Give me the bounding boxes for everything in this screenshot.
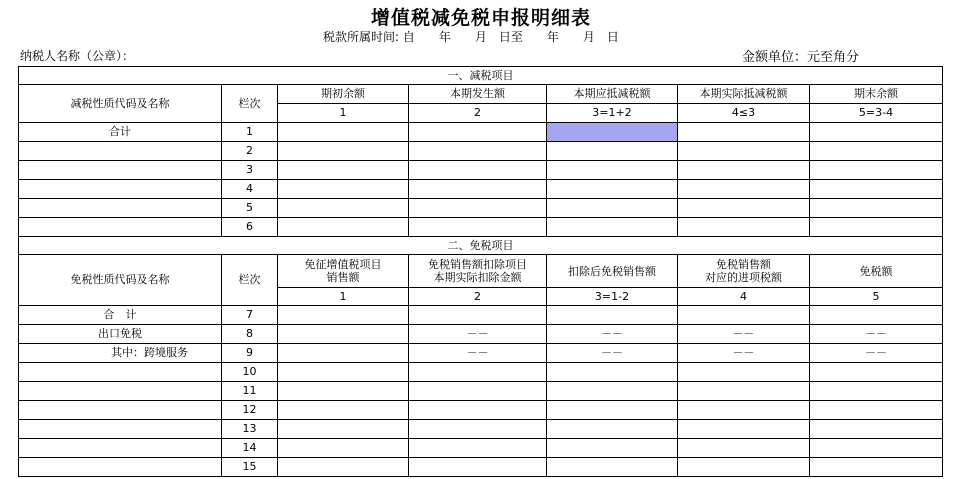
reduction-col2-cell[interactable] (409, 142, 547, 161)
exemption-row-name: 其中：跨境服务 (19, 344, 222, 363)
reduction-row-name: 合计 (19, 123, 222, 142)
page-title: 增值税减免税申报明细表 (370, 7, 591, 29)
exemption-col3-cell[interactable] (547, 420, 678, 439)
reduction-col1-cell[interactable] (278, 123, 409, 142)
reduction-col4-cell[interactable] (678, 161, 810, 180)
exemption-col2-cell[interactable]: －－ (409, 344, 547, 363)
exemption-col3-cell[interactable] (547, 363, 678, 382)
reduction-col5-cell[interactable] (810, 218, 943, 237)
reduction-col3-cell[interactable] (547, 218, 678, 237)
exemption-col1-cell[interactable] (278, 325, 409, 344)
reduction-row-line: 6 (222, 218, 278, 237)
exemption-name-header: 免税性质代码及名称 (19, 255, 222, 306)
exemption-row-name (19, 439, 222, 458)
reduction-formula: 4≤3 (678, 104, 810, 123)
table-row (19, 161, 943, 180)
exemption-col5-cell[interactable] (810, 382, 943, 401)
reduction-col4-cell[interactable] (678, 142, 810, 161)
section-2-title: 二、免税项目 (19, 237, 943, 255)
reduction-row-line: 2 (222, 142, 278, 161)
exemption-row-name (19, 382, 222, 401)
exemption-row-name (19, 401, 222, 420)
reduction-col5-cell[interactable] (810, 199, 943, 218)
exemption-row-line: 14 (222, 439, 278, 458)
exemption-col2-cell[interactable] (409, 439, 547, 458)
exemption-row-name: 合 计 (19, 306, 222, 325)
reduction-col2-cell[interactable] (409, 123, 547, 142)
exemption-row-line: 9 (222, 344, 278, 363)
exemption-col3-cell[interactable]: －－ (547, 325, 678, 344)
exemption-col1-cell[interactable] (278, 382, 409, 401)
exemption-col2-cell[interactable] (409, 363, 547, 382)
exemption-formula: 4 (678, 288, 810, 306)
exemption-col5-cell[interactable]: －－ (810, 344, 943, 363)
exemption-formula: 2 (409, 288, 547, 306)
reduction-col4-cell[interactable] (678, 199, 810, 218)
reduction-col1-cell[interactable] (278, 161, 409, 180)
reduction-col3-cell[interactable] (547, 161, 678, 180)
reduction-col4-cell[interactable] (678, 180, 810, 199)
exemption-col4-cell[interactable] (678, 382, 810, 401)
amount-unit-label: 金额单位：元至角分 (742, 50, 860, 65)
table-row (19, 344, 943, 363)
reduction-row-line: 5 (222, 199, 278, 218)
reduction-column-header: 本期实际抵减税额 (678, 85, 810, 104)
table-row (19, 325, 943, 344)
exemption-col5-cell[interactable] (810, 439, 943, 458)
exemption-col2-cell[interactable] (409, 306, 547, 325)
exemption-row-line: 10 (222, 363, 278, 382)
exemption-col5-cell[interactable] (810, 458, 943, 477)
line-number-header: 栏次 (222, 255, 278, 306)
exemption-col5-cell[interactable] (810, 401, 943, 420)
exemption-col4-cell[interactable] (678, 363, 810, 382)
exemption-column-header: 免征增值税项目 销售额 (278, 255, 409, 288)
reduction-row-line: 3 (222, 161, 278, 180)
exemption-col4-cell[interactable] (678, 439, 810, 458)
reduction-col1-cell[interactable] (278, 142, 409, 161)
reduction-formula: 2 (409, 104, 547, 123)
exemption-col4-cell[interactable]: －－ (678, 325, 810, 344)
exemption-col1-cell[interactable] (278, 420, 409, 439)
table-row (19, 458, 943, 477)
exemption-col3-cell[interactable] (547, 306, 678, 325)
table-row (19, 306, 943, 325)
exemption-col1-cell[interactable] (278, 458, 409, 477)
reduction-col1-cell[interactable] (278, 199, 409, 218)
reduction-column-header: 期初余额 (278, 85, 409, 104)
declaration-form-table (18, 66, 943, 477)
reduction-col1-cell[interactable] (278, 180, 409, 199)
reduction-col5-cell[interactable] (810, 142, 943, 161)
reduction-col4-cell[interactable] (678, 123, 810, 142)
exemption-col3-cell[interactable] (547, 401, 678, 420)
exemption-col4-cell[interactable] (678, 420, 810, 439)
exemption-formula: 1 (278, 288, 409, 306)
exemption-col3-cell[interactable] (547, 382, 678, 401)
reduction-col2-cell[interactable] (409, 180, 547, 199)
section-1-title: 一、减税项目 (19, 67, 943, 85)
exemption-col4-cell[interactable]: －－ (678, 344, 810, 363)
line-number-header: 栏次 (222, 85, 278, 123)
table-row (19, 123, 943, 142)
exemption-formula: 5 (810, 288, 943, 306)
exemption-row-name (19, 420, 222, 439)
reduction-col5-cell[interactable] (810, 123, 943, 142)
tax-period-label: 税款所属时间: 自 年 月 日至 年 月 日 (323, 30, 619, 44)
table-row (19, 142, 943, 161)
reduction-row-name (19, 161, 222, 180)
reduction-col5-cell[interactable] (810, 161, 943, 180)
reduction-col3-cell[interactable] (547, 142, 678, 161)
reduction-col4-cell[interactable] (678, 218, 810, 237)
exemption-col5-cell[interactable] (810, 363, 943, 382)
exemption-col3-cell[interactable] (547, 458, 678, 477)
exemption-column-header: 扣除后免税销售额 (547, 255, 678, 288)
reduction-col2-cell[interactable] (409, 199, 547, 218)
reduction-formula: 5=3-4 (810, 104, 943, 123)
exemption-formula: 3=1-2 (547, 288, 678, 306)
exemption-col2-cell[interactable]: －－ (409, 325, 547, 344)
table-row (19, 439, 943, 458)
exemption-col1-cell[interactable] (278, 401, 409, 420)
reduction-formula: 1 (278, 104, 409, 123)
reduction-col2-cell[interactable] (409, 218, 547, 237)
reduction-row-line: 4 (222, 180, 278, 199)
exemption-col3-cell[interactable] (547, 439, 678, 458)
exemption-col2-cell[interactable] (409, 420, 547, 439)
table-row (19, 199, 943, 218)
reduction-col5-cell[interactable] (810, 180, 943, 199)
table-row (19, 180, 943, 199)
reduction-column-header: 本期应抵减税额 (547, 85, 678, 104)
reduction-col3-cell[interactable] (547, 123, 678, 142)
exemption-column-header: 免税销售额 对应的进项税额 (678, 255, 810, 288)
exemption-col1-cell[interactable] (278, 439, 409, 458)
reduction-col2-cell[interactable] (409, 161, 547, 180)
reduction-row-name (19, 180, 222, 199)
exemption-col5-cell[interactable] (810, 306, 943, 325)
reduction-row-name (19, 142, 222, 161)
exemption-row-line: 15 (222, 458, 278, 477)
reduction-row-line: 1 (222, 123, 278, 142)
reduction-col1-cell[interactable] (278, 218, 409, 237)
exemption-row-name: 出口免税 (19, 325, 222, 344)
table-row (19, 401, 943, 420)
exemption-column-header: 免税额 (810, 255, 943, 288)
exemption-col4-cell[interactable] (678, 306, 810, 325)
table-row (19, 420, 943, 439)
taxpayer-name-label: 纳税人名称（公章）： (20, 49, 135, 63)
exemption-col4-cell[interactable] (678, 401, 810, 420)
exemption-col1-cell[interactable] (278, 363, 409, 382)
exemption-row-name (19, 458, 222, 477)
reduction-column-header: 本期发生额 (409, 85, 547, 104)
reduction-name-header: 减税性质代码及名称 (19, 85, 222, 123)
reduction-row-name (19, 218, 222, 237)
table-row (19, 363, 943, 382)
reduction-col3-cell[interactable] (547, 180, 678, 199)
exemption-col3-cell[interactable]: －－ (547, 344, 678, 363)
exemption-col1-cell[interactable] (278, 306, 409, 325)
reduction-col3-cell[interactable] (547, 199, 678, 218)
reduction-row-name (19, 199, 222, 218)
table-row (19, 382, 943, 401)
reduction-column-header: 期末余额 (810, 85, 943, 104)
exemption-row-name (19, 363, 222, 382)
table-row (19, 218, 943, 237)
exemption-column-header: 免税销售额扣除项目 本期实际扣除金额 (409, 255, 547, 288)
exemption-col2-cell[interactable] (409, 382, 547, 401)
exemption-row-line: 11 (222, 382, 278, 401)
exemption-row-line: 8 (222, 325, 278, 344)
exemption-col2-cell[interactable] (409, 401, 547, 420)
exemption-col4-cell[interactable] (678, 458, 810, 477)
exemption-col1-cell[interactable] (278, 344, 409, 363)
exemption-col2-cell[interactable] (409, 458, 547, 477)
exemption-col5-cell[interactable] (810, 420, 943, 439)
exemption-row-line: 13 (222, 420, 278, 439)
exemption-row-line: 12 (222, 401, 278, 420)
exemption-row-line: 7 (222, 306, 278, 325)
exemption-col5-cell[interactable]: －－ (810, 325, 943, 344)
reduction-formula: 3=1+2 (547, 104, 678, 123)
